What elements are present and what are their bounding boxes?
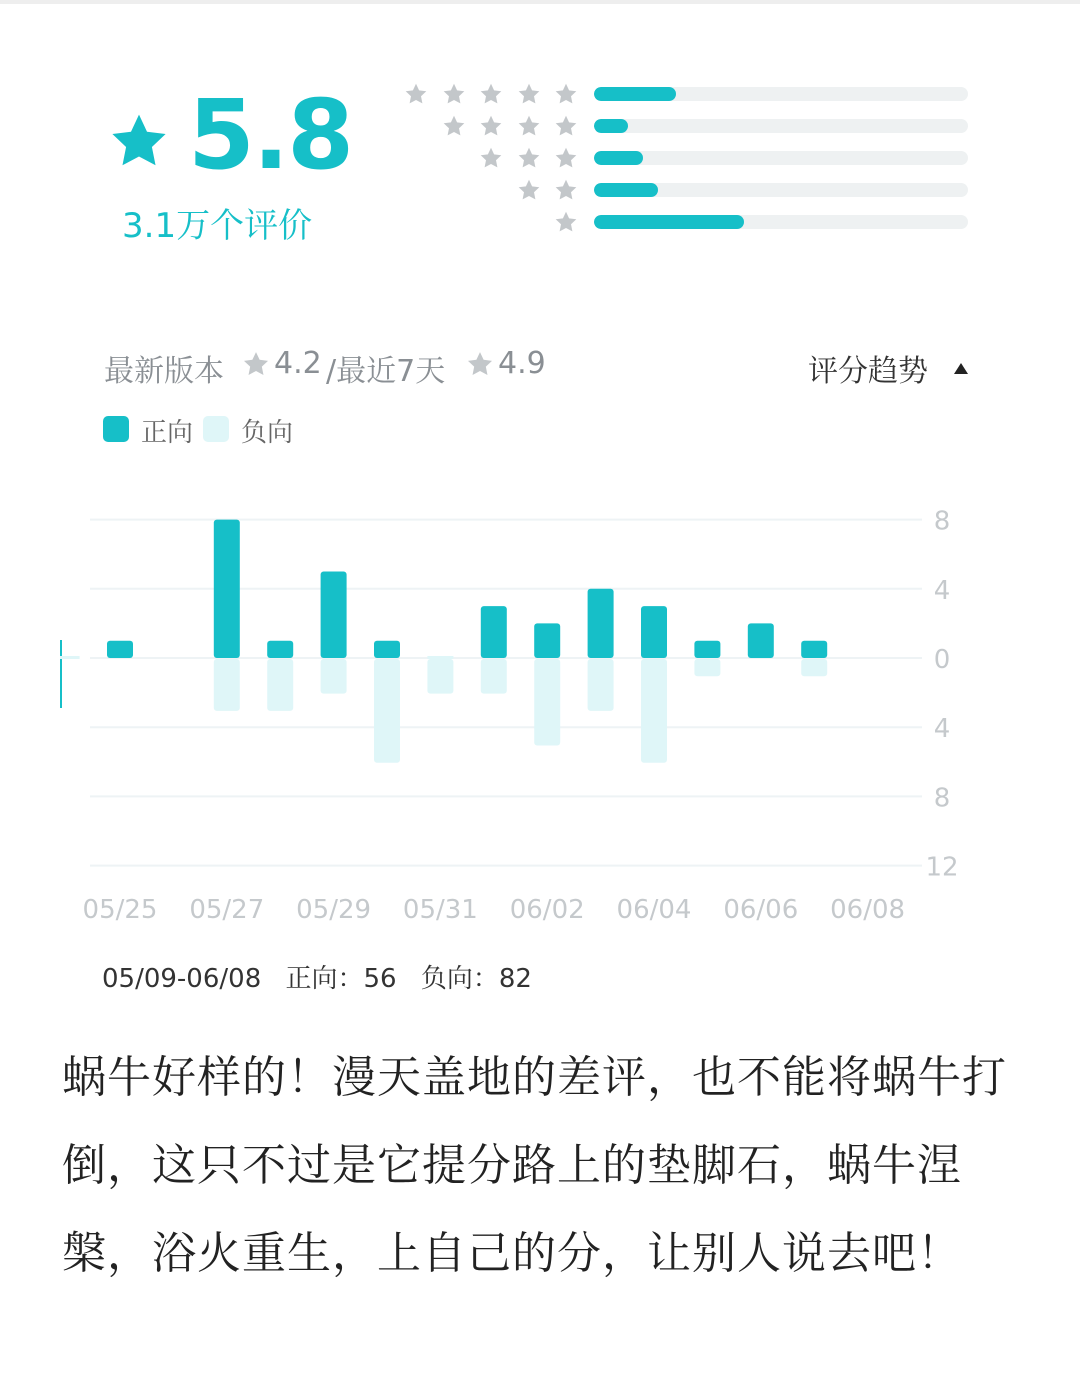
star-icon [108, 110, 170, 172]
x-tick-label: 06/06 [723, 895, 799, 925]
rating-distribution [400, 78, 970, 238]
collapse-triangle-icon [954, 363, 968, 374]
negative-bar [641, 659, 667, 763]
distribution-bar-track [594, 183, 968, 197]
y-tick-label: 4 [933, 575, 951, 606]
rating-score: 5.8 [188, 79, 353, 191]
negative-bar [267, 659, 293, 711]
distribution-row-1-star [400, 206, 970, 238]
x-tick-label: 06/02 [509, 895, 585, 925]
y-tick-label: 8 [933, 783, 951, 814]
distribution-stars [517, 178, 579, 202]
distribution-row-2-star [400, 174, 970, 206]
star-icon [479, 82, 503, 106]
rating-trend-label: 评分趋势 [808, 354, 928, 389]
summary-positive-count: 正向：56 [285, 964, 397, 994]
star-icon [554, 178, 578, 202]
x-tick-label: 06/08 [830, 895, 906, 925]
latest-version-score: 4.2 [274, 346, 322, 381]
positive-bar [694, 641, 720, 658]
star-icon [479, 146, 503, 170]
negative-bar [427, 659, 453, 694]
summary-date-range: 05/09-06/08 [102, 964, 262, 994]
star-icon [517, 146, 541, 170]
distribution-bar-track [594, 87, 968, 101]
x-tick-label: 05/27 [189, 895, 265, 925]
latest-version-label: 最新版本 [104, 354, 224, 389]
negative-bar [374, 659, 400, 763]
positive-bar [214, 520, 240, 658]
distribution-bar-track [594, 119, 968, 133]
star-icon [554, 146, 578, 170]
positive-bar [801, 641, 827, 658]
legend-positive-swatch [103, 416, 129, 442]
positive-bar [267, 641, 293, 658]
positive-bar [321, 572, 347, 659]
star-icon [242, 350, 270, 378]
y-tick-label: 8 [933, 506, 951, 537]
positive-bar [427, 656, 453, 659]
rating-trend-chart [60, 490, 1000, 940]
user-comment: 蜗牛好样的！漫天盖地的差评，也不能将蜗牛打倒，这只不过是它提分路上的垫脚石，蜗牛涅槃，浴火重生，上自己的分，让别人说去吧！ [62, 1052, 1007, 1279]
negative-bar [321, 659, 347, 694]
star-icon [442, 82, 466, 106]
star-icon [554, 210, 578, 234]
star-icon [554, 114, 578, 138]
distribution-bar-fill [594, 87, 676, 101]
positive-bar [534, 623, 560, 658]
distribution-stars [442, 114, 579, 138]
summary-negative-count: 负向：82 [420, 964, 532, 994]
negative-bar [214, 659, 240, 711]
distribution-row-5-star [400, 78, 970, 110]
legend-negative-swatch [203, 416, 229, 442]
star-icon [517, 114, 541, 138]
star-icon [442, 114, 466, 138]
positive-bar [374, 641, 400, 658]
distribution-row-3-star [400, 142, 970, 174]
positive-bar [748, 623, 774, 658]
rating-trend-toggle[interactable] [808, 346, 968, 390]
positive-bar [588, 589, 614, 658]
star-icon [404, 82, 428, 106]
negative-bar [481, 659, 507, 694]
version-score-row [104, 340, 974, 388]
distribution-stars [479, 146, 578, 170]
x-tick-label: 05/29 [296, 895, 372, 925]
period-summary [102, 958, 548, 995]
negative-bar [534, 659, 560, 746]
star-icon [517, 178, 541, 202]
x-tick-label: 05/31 [402, 895, 478, 925]
star-icon [554, 82, 578, 106]
distribution-bar-fill [594, 215, 744, 229]
star-icon [517, 82, 541, 106]
distribution-bar-fill [594, 183, 658, 197]
top-divider [0, 0, 1080, 4]
star-icon [466, 350, 494, 378]
distribution-bar-track [594, 151, 968, 165]
distribution-stars [554, 210, 578, 234]
distribution-bar-fill [594, 151, 643, 165]
legend-negative-label: 负向 [241, 418, 294, 448]
distribution-stars [404, 82, 578, 106]
star-icon [479, 114, 503, 138]
negative-bar [588, 659, 614, 711]
recent-7-days-label: /最近7天 [326, 354, 446, 389]
positive-bar [641, 606, 667, 658]
y-tick-label: 12 [925, 852, 959, 883]
positive-bar [481, 606, 507, 658]
negative-bar [694, 659, 720, 676]
legend-positive-label: 正向 [141, 418, 194, 448]
y-tick-label: 0 [933, 645, 951, 675]
distribution-row-4-star [400, 110, 970, 142]
recent-7-days-score: 4.9 [498, 346, 546, 381]
y-tick-label: 4 [933, 714, 951, 745]
distribution-bar-fill [594, 119, 628, 133]
chart-left-marker [60, 640, 62, 708]
review-count: 3.1万个评价 [122, 206, 313, 246]
rating-summary [108, 79, 353, 250]
x-tick-label: 06/04 [616, 895, 692, 925]
positive-bar [60, 656, 80, 659]
distribution-bar-track [594, 215, 968, 229]
negative-bar [801, 659, 827, 676]
positive-bar [107, 641, 133, 658]
x-tick-label: 05/25 [82, 895, 158, 925]
